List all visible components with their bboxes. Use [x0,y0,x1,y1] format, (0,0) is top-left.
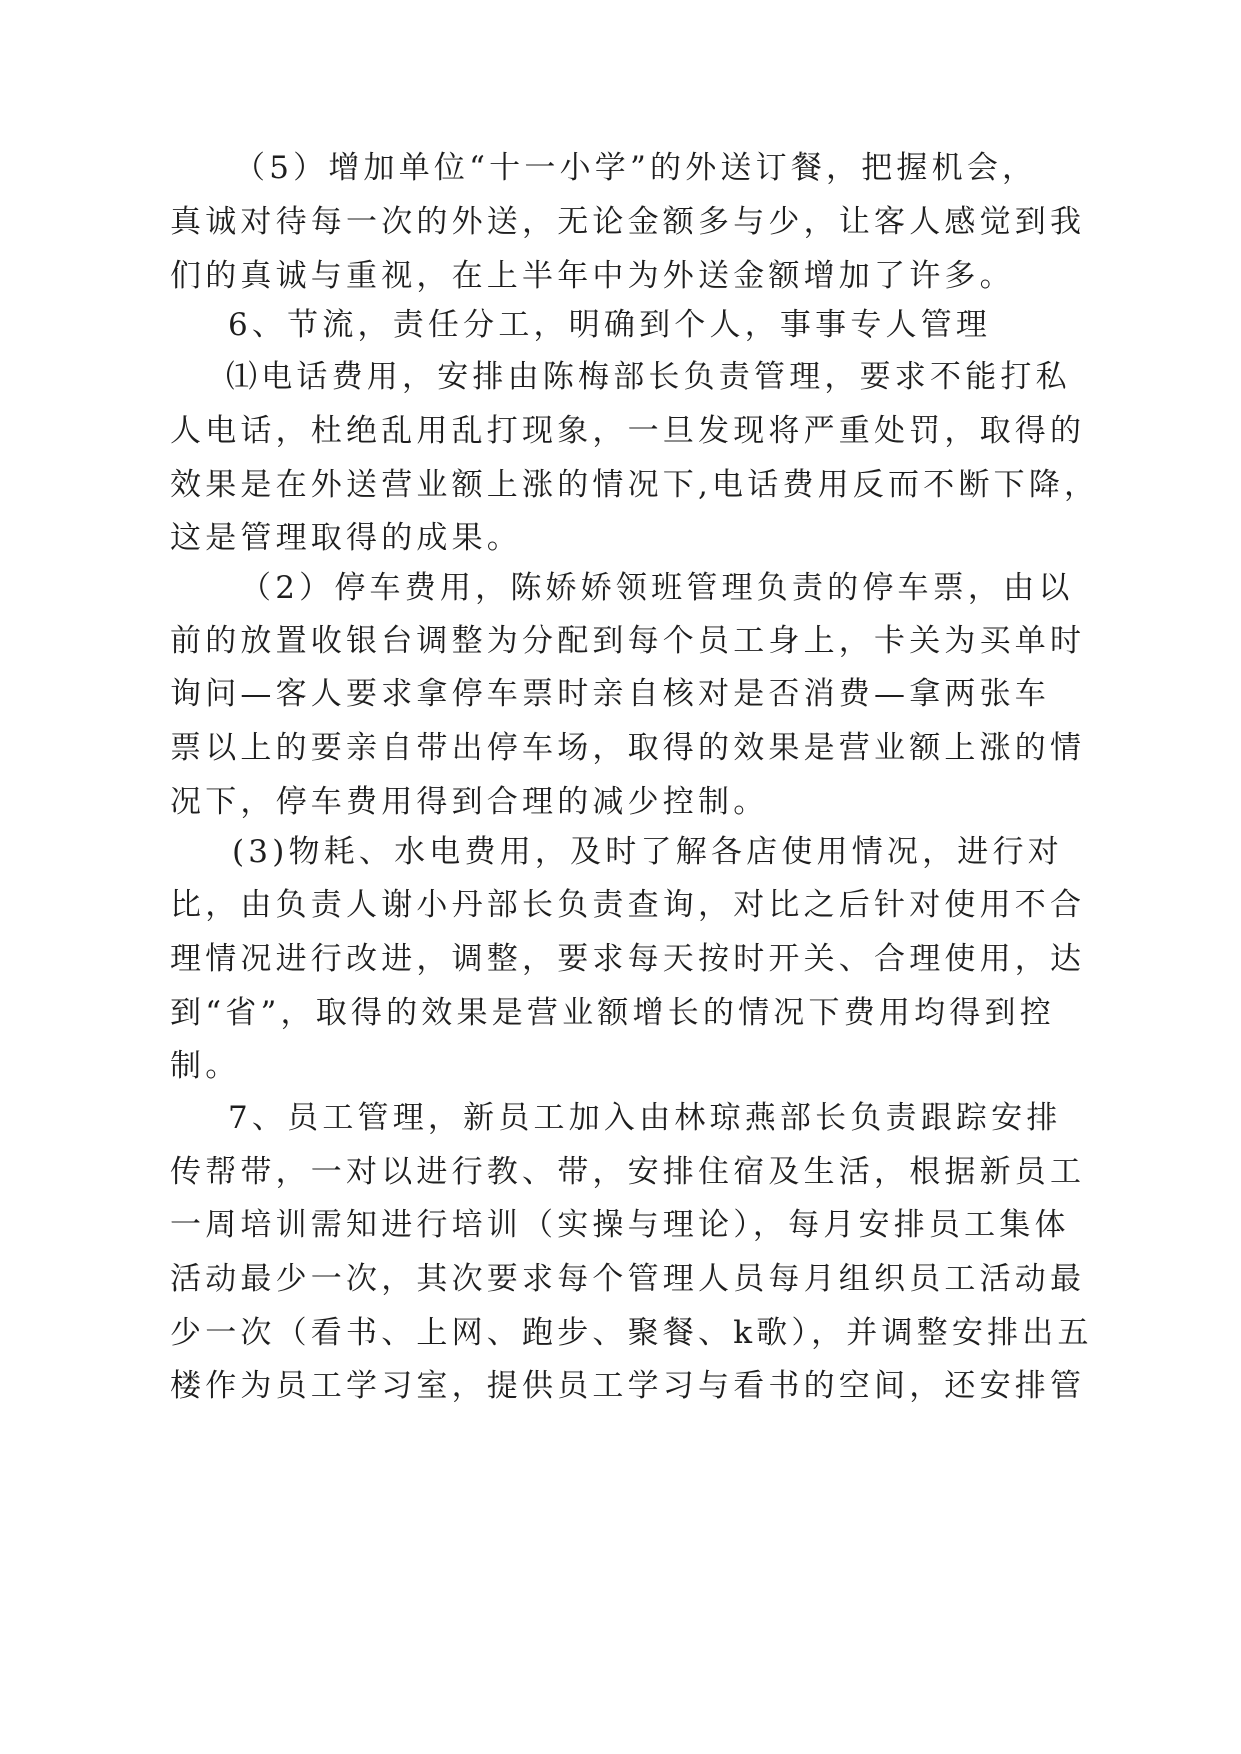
text-line: 少一次（看书、上网、跑步、聚餐、k歌），并调整安排出五 [170,1315,1093,1351]
text-line: 效果是在外送营业额上涨的情况下,电话费用反而不断下降， [170,467,1100,503]
text-line: 楼作为员工学习室，提供员工学习与看书的空间，还安排管 [170,1368,1086,1404]
text-line: 人电话，杜绝乱用乱打现象，一旦发现将严重处罚，取得的 [170,413,1086,449]
text-line: 前的放置收银台调整为分配到每个员工身上，卡关为买单时 [170,623,1086,659]
text-line: 传帮带，一对以进行教、带，安排住宿及生活，根据新员工 [170,1154,1086,1190]
text-line: 一周培训需知进行培训（实操与理论），每月安排员工集体 [170,1207,1070,1243]
text-line: 比，由负责人谢小丹部长负责查询，对比之后针对使用不合 [170,887,1086,923]
text-line: 活动最少一次，其次要求每个管理人员每月组织员工活动最 [170,1261,1086,1297]
text-line: 理情况进行改进，调整，要求每天按时开关、合理使用，达 [170,941,1086,977]
text-line: （5）增加单位“十一小学”的外送订餐，把握机会， [234,150,1038,186]
text-line: 询问—客人要求拿停车票时亲自核对是否消费—拿两张车 [170,676,1050,712]
text-line: 6、节流，责任分工，明确到个人，事事专人管理 [228,307,992,343]
text-line: 7、员工管理，新员工加入由林琼燕部长负责跟踪安排 [228,1100,1062,1136]
text-line: 们的真诚与重视，在上半年中为外送金额增加了许多。 [170,258,1015,294]
text-line: 到“省”，取得的效果是营业额增长的情况下费用均得到控 [170,995,1055,1031]
text-line: 票以上的要亲自带出停车场，取得的效果是营业额上涨的情 [170,730,1086,766]
text-line: 这是管理取得的成果。 [170,520,522,556]
text-line: (3)物耗、水电费用，及时了解各店使用情况，进行对 [232,834,1063,870]
text-line: ⑴电话费用，安排由陈梅部长负责管理，要求不能打私 [226,359,1071,395]
text-line: （2）停车费用，陈娇娇领班管理负责的停车票，由以 [240,570,1074,606]
text-line: 况下，停车费用得到合理的减少控制。 [170,784,769,820]
text-line: 制。 [170,1048,241,1084]
text-line: 真诚对待每一次的外送，无论金额多与少，让客人感觉到我 [170,204,1086,240]
